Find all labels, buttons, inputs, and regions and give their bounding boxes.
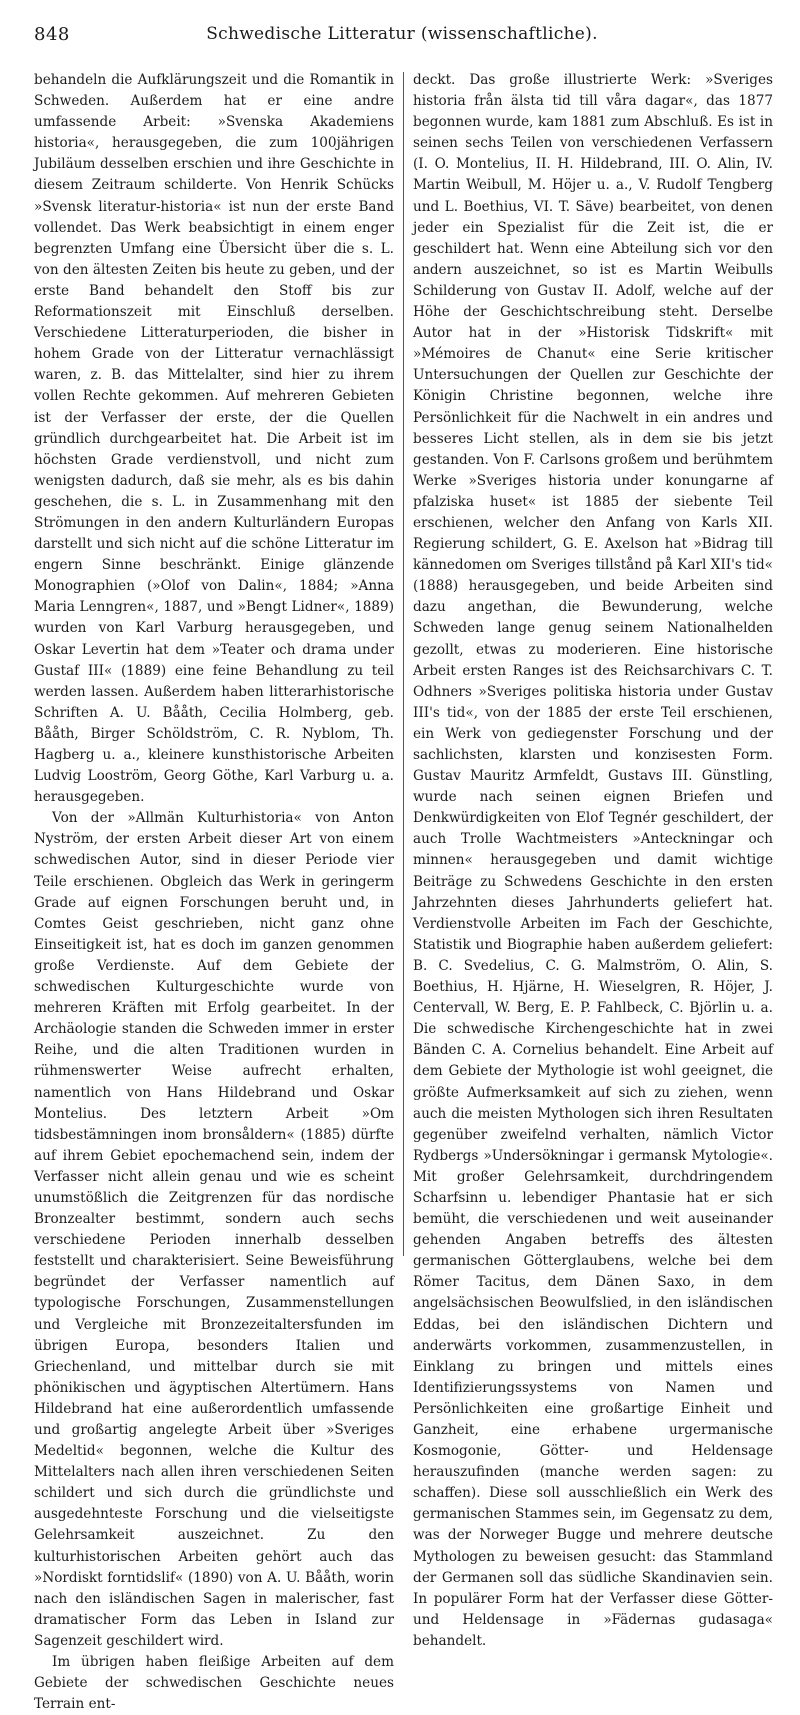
paragraph: Von der »Allmän Kulturhistoria« von Anton Nyström, der ersten Arbeit dieser Art von einem schwedischen Autor, sind in dieser Periode vier Teile erschienen. Obgleich das Werk in geringerm Grade auf eignen Forschungen beruht und, in Comtes Geist geschrieben, nicht ganz ohne Einseitigkeit ist, hat es doch im ganzen genommen große Verdienste. Auf dem Gebiete der schwedischen Kulturgeschichte wurde von mehreren Kräften mit Erfolg gearbeitet. In der Archäologie standen die Schweden immer in erster Reihe, und die alten Traditionen wurden in rühmenswerter Weise aufrecht erhalten, namentlich von Hans Hildebrand und Oskar Montelius. Des letztern Arbeit »Om tidsbestämningen inom bronsåldern« (1885) dürfte auf ihrem Gebiet epochemachend sein, indem der Verfasser nicht allein genau und wie es scheint unumstößlich die Zeitgrenzen für das nordische Bronzealter bestimmt, sondern auch sechs verschiedene Perioden innerhalb desselben feststellt und charakterisiert. Seine Beweisführung begründet der Verfasser namentlich auf typologische Forschungen, Zusammenstellungen und Vergleiche mit Bronzezeitaltersfunden im übrigen Europa, besonders Italien und Griechenland, und mittelbar durch sie mit phönikischen und ägyptischen Altertümern. Hans Hildebrand hat eine außerordentlich umfassende und großartig angelegte Arbeit über »Sveriges Medeltid« begonnen, welche die Kultur des Mittelalters nach allen ihren verschiedenen Seiten schildert und sich durch die gründlichste und ausgedehnteste Forschung und die vielseitigste Gelehrsamkeit auszeichnet. Zu den kulturhistorischen Arbeiten gehört auch das »Nordiskt forntidslif« (1890) von A. U. Bååth, worin nach den isländischen Sagen in malerischer, fast dramatischer Form das Leben in Island zur Sagenzeit geschildert wird. <box>34 810 394 1649</box>
running-title: Schwedische Litteratur (wissenschaftliche). <box>206 24 598 44</box>
left-column <box>34 70 394 1715</box>
page-number: 848 <box>34 24 70 45</box>
right-column <box>413 70 773 1652</box>
paragraph: behandeln die Aufklärungszeit und die Romantik in Schweden. Außerdem hat er eine andre umfassende Arbeit: »Svenska Akademiens historia«, herausgegeben, die zum 100jährigen Jubiläum desselben erschien und ihre Geschichte in diesem Zeitraum schilderte. Von Henrik Schücks »Svensk literatur-historia« ist nun der erste Band vollendet. Das Werk beabsichtigt in einem enger begrenzten Umfang eine Übersicht über die s. L. von den ältesten Zeiten bis heute zu geben, und der erste Band behandelt den Stoff bis zur Reformationszeit mit Einschluß derselben. Verschiedene Litteraturperioden, die bisher in hohem Grade von der Litteratur vernachlässigt waren, z. B. das Mittelalter, sind hier zu ihrem vollen Rechte gekommen. Auf mehreren Gebieten ist der Verfasser der erste, der die Quellen gründlich durchgearbeitet hat. Die Arbeit ist im höchsten Grade verdienstvoll, und nicht zum wenigsten dadurch, daß sie mehr, als es bis dahin geschehen, die s. L. in Zusammenhang mit den Strömungen in den andern Kulturländern Europas darstellt und sich nicht auf die schöne Litteratur im engern Sinne beschränkt. Einige glänzende Monographien (»Olof von Dalin«, 1884; »Anna Maria Lenngren«, 1887, und »Bengt Lidner«, 1889) wurden von Karl Varburg herausgegeben, und Oskar Levertin hat dem »Teater och drama under Gustaf III« (1889) eine feine Behandlung zu teil werden lassen. Außerdem haben litterarhistorische Schriften A. U. Bååth, Cecilia Holmberg, geb. Bååth, Birger Schöldström, C. R. Nyblom, Th. Hagberg u. a., kleinere kunsthistorische Arbeiten Ludvig Looström, Georg Göthe, Karl Varburg u. a. herausgegeben. <box>34 72 394 806</box>
paragraph: deckt. Das große illustrierte Werk: »Sveriges historia från älsta tid till våra dagar«, das 1877 begonnen wurde, kam 1881 zum Abschluß. Es ist in seinen sechs Teilen von verschiedenen Verfassern (I. O. Montelius, II. H. Hildebrand, III. O. Alin, IV. Martin Weibull, M. Höjer u. a., V. Rudolf Tengberg und L. Boethius, VI. T. Säve) bearbeitet, von denen jeder ein Spezialist für die Zeit ist, die er geschildert hat. Wenn eine Abteilung sich vor den andern auszeichnet, so ist es Martin Weibulls Schilderung von Gustav II. Adolf, welche auf der Höhe der Geschichtschreibung steht. Derselbe Autor hat in der »Historisk Tidskrift« mit »Mémoires de Chanut« eine Serie kritischer Untersuchungen der Quellen zur Geschichte der Königin Christine begonnen, welche ihre Persönlichkeit für die Nachwelt in ein andres und besseres Licht stellen, als in dem sie bis jetzt gestanden. Von F. Carlsons großem und berühmtem Werke »Sveriges historia under konungarne af pfalziska huset« ist 1885 der siebente Teil erschienen, welcher den Anfang von Karls XII. Regierung schildert, G. E. Axelson hat »Bidrag till kännedomen om Sveriges tillstånd på Karl XII's tid« (1888) herausgegeben, und beide Arbeiten sind dazu angethan, die Bewunderung, welche Schweden lange genug seinem Nationalhelden gezollt, etwas zu moderieren. Eine historische Arbeit ersten Ranges ist des Reichsarchivars C. T. Odhners »Sveriges politiska historia under Gustav III's tid«, von der 1885 der erste Teil erschienen, ein Werk von gediegenster Forschung und der sachlichsten, klarsten und konzisesten Form. Gustav Mauritz Armfeldt, Gustavs III. Günstling, wurde nach seinen eignen Briefen und Denkwürdigkeiten von Elof Tegnér geschildert, der auch Trolle Wachtmeisters »Anteckningar och minnen« herausgegeben und damit wichtige Beiträge zu Schwedens Geschichte in den ersten Jahrzehnten dieses Jahrhunderts geliefert hat. Verdienstvolle Arbeiten im Fach der Geschichte, Statistik und Biographie haben außerdem geliefert: B. C. Svedelius, C. G. Malmström, O. Alin, S. Boethius, H. Hjärne, H. Wieselgren, R. Höjer, J. Centervall, W. Berg, E. P. Fahlbeck, C. Björlin u. a. Die schwedische Kirchengeschichte hat in zwei Bänden C. A. Cornelius behandelt. Eine Arbeit auf dem Gebiete der Mythologie ist wohl geeignet, die größte Aufmerksamkeit auf sich zu ziehen, wenn auch die meisten Mythologen sich ihren Resultaten gegenüber zweifelnd verhalten, nämlich Victor Rydbergs »Undersökningar i germansk Mytologie«. Mit großer Gelehrsamkeit, durchdringendem Scharfsinn u. lebendiger Phantasie hat er sich bemüht, die verschiedenen und weit auseinander gehenden Angaben betreffs des ältesten germanischen Götterglaubens, welche bei dem Römer Tacitus, dem Dänen Saxo, in dem angelsächsischen Beowulfslied, in den isländischen Eddas, bei den isländischen Dichtern und anderwärts vorkommen, zusammenzustellen, in Einklang zu bringen und mittels eines Identifizierungssystems von Namen und Persönlichkeiten eine großartige Einheit und Ganzheit, eine erhabene urgermanische Kosmogonie, Götter- und Heldensage herauszufinden (manche werden sagen: zu schaffen). Diese soll ausschließlich ein Werk des germanischen Stammes sein, im Gegensatz zu dem, was der Norweger Bugge und mehrere deutsche Mythologen zu beweisen gesucht: das Stammland der Germanen soll das südliche Skandinavien sein. In populärer Form hat der Verfasser diese Götter- und Heldensage in »Fädernas gudasaga« behandelt. <box>413 72 773 1649</box>
column-divider <box>403 72 404 1256</box>
paragraph: Im übrigen haben fleißige Arbeiten auf dem Gebiete der schwedischen Geschichte neues Terrain ent- <box>34 1654 394 1713</box>
page-header <box>34 24 770 50</box>
